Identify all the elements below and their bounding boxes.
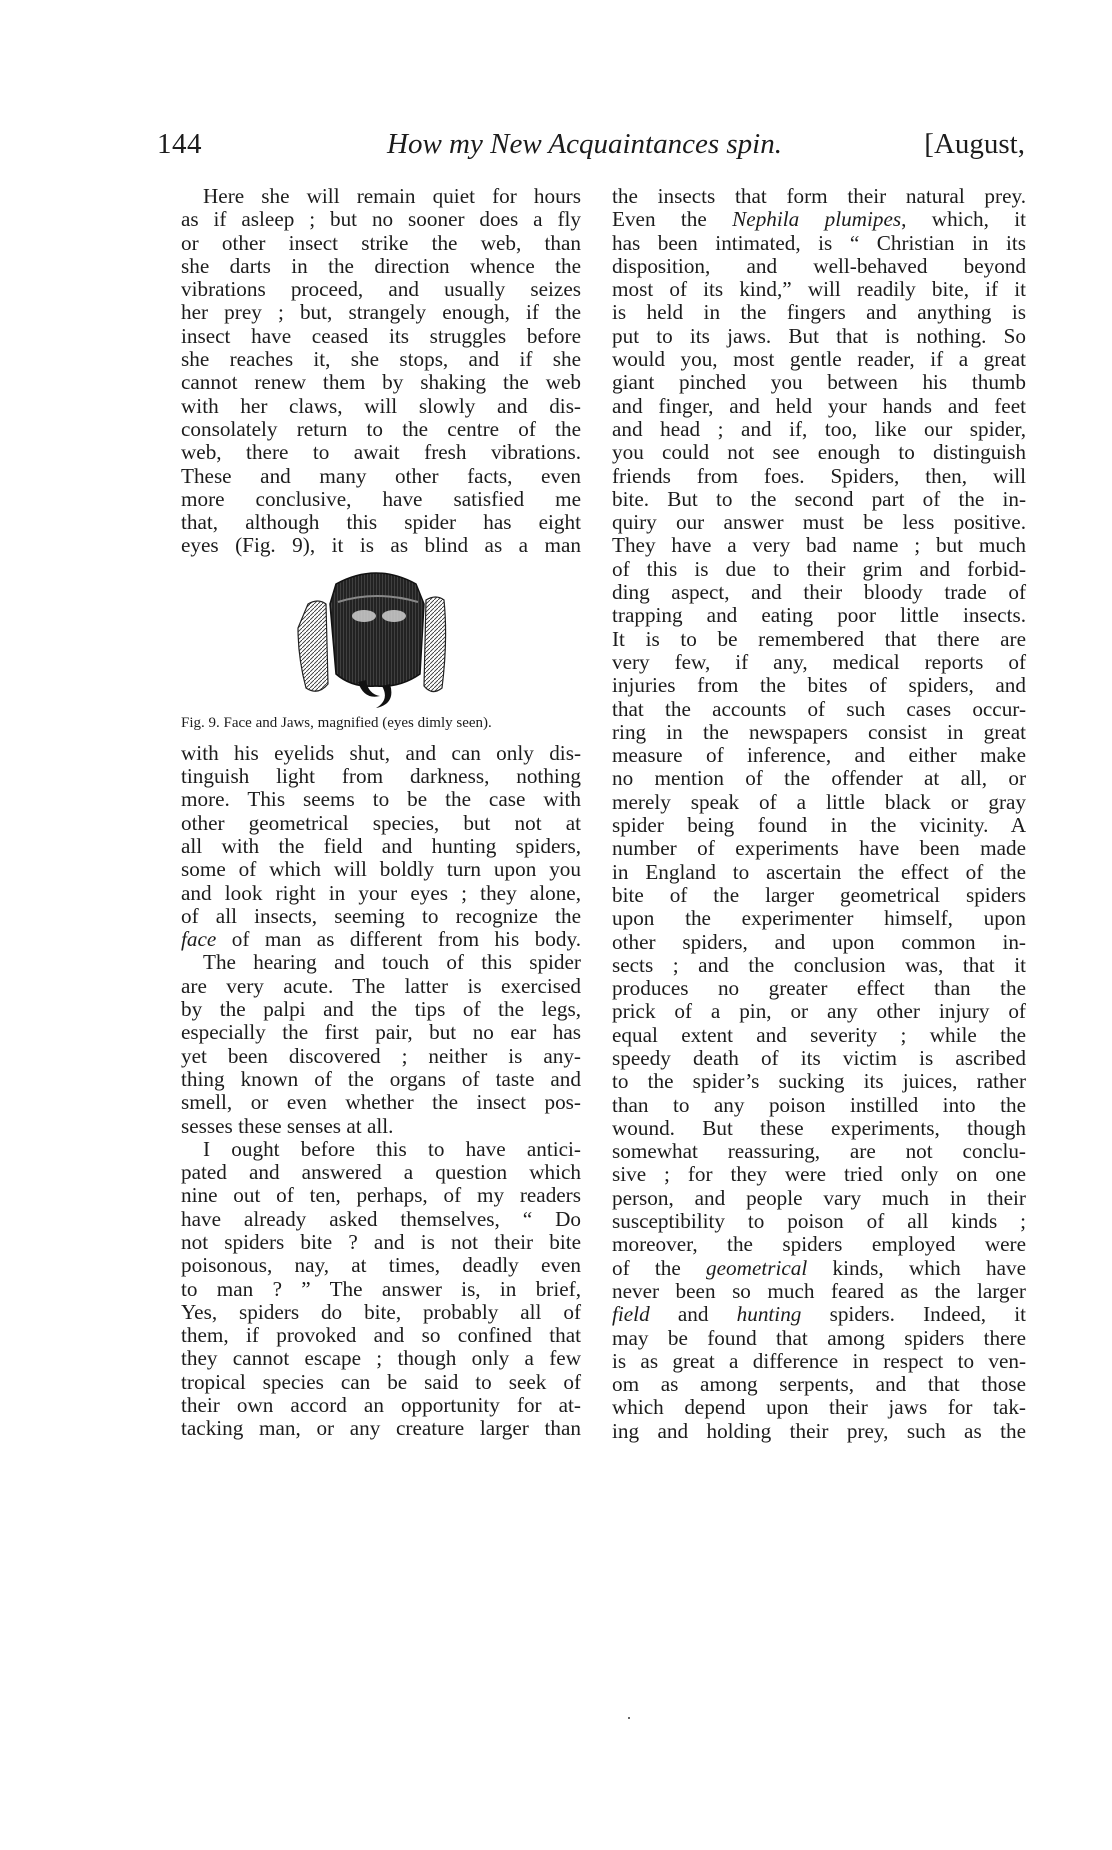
text-line: put to its jaws. But that is nothing. So <box>612 323 1026 348</box>
text-line: produces no greater effect than the <box>612 976 1026 1001</box>
text-line: of this is due to their grim and forbid- <box>612 556 1026 581</box>
text-line: is held in the fingers and anything is <box>612 300 1026 325</box>
text-line: them, if provoked and so confined that <box>181 1323 581 1348</box>
text-line: trapping and eating poor little insects. <box>612 603 1026 628</box>
paragraph-blind-spider <box>181 185 581 558</box>
text-line: no mention of the offender at all, or <box>612 766 1026 791</box>
text-line: to man ? ” The answer is, in brief, <box>181 1276 581 1301</box>
text-line: spider being found in the vicinity. A <box>612 813 1026 838</box>
text-line: and head ; and if, too, like our spider, <box>612 416 1026 441</box>
text-line: field and hunting spiders. Indeed, it <box>612 1302 1026 1327</box>
text-line: all with the field and hunting spiders, <box>181 833 581 858</box>
page-number: 144 <box>157 128 202 160</box>
text-line: person, and people vary much in their <box>612 1185 1026 1210</box>
text-line: web, there to await fresh vibrations. <box>181 440 581 465</box>
text-line: is as great a difference in respect to ven- <box>612 1348 1026 1373</box>
spider-face-icon <box>286 564 466 714</box>
text-line: of all insects, seeming to recognize the <box>181 903 581 928</box>
text-line: moreover, the spiders employed were <box>612 1232 1026 1257</box>
text-line: bite of the larger geometrical spiders <box>612 882 1026 907</box>
text-line: eyes (Fig. 9), it is as blind as a man <box>181 533 581 558</box>
text-line: They have a very bad name ; but much <box>612 533 1026 558</box>
text-line: cannot renew them by shaking the web <box>181 370 581 395</box>
text-line: These and many other facts, even <box>181 463 581 488</box>
text-line: pated and answered a question which <box>181 1160 581 1185</box>
text-line: om as among serpents, and that those <box>612 1372 1026 1397</box>
left-column <box>181 185 581 1441</box>
text-line: and finger, and held your hands and feet <box>612 393 1026 418</box>
text-line: nine out of ten, perhaps, of my readers <box>181 1183 581 1208</box>
text-line: yet been discovered ; neither is any- <box>181 1043 581 1068</box>
text-line: quiry our answer must be less positive. <box>612 510 1026 535</box>
text-line: The hearing and touch of this spider <box>203 950 581 975</box>
text-line: tropical species can be said to seek of <box>181 1369 581 1394</box>
text-line: tacking man, or any creature larger than <box>181 1416 581 1441</box>
figure-caption: Fig. 9. Face and Jaws, magnified (eyes dimly seen). <box>181 714 492 731</box>
text-line: to the spider’s sucking its juices, rather <box>612 1069 1026 1094</box>
text-line: bite. But to the second part of the in- <box>612 486 1026 511</box>
text-line: have already asked themselves, “ Do <box>181 1206 581 1231</box>
text-line: they cannot escape ; though only a few <box>181 1346 581 1371</box>
text-line: would you, most gentle reader, if a great <box>612 347 1026 372</box>
text-line: of the geometrical kinds, which have <box>612 1255 1026 1280</box>
text-line: Here she will remain quiet for hours <box>203 184 581 208</box>
text-line: measure of inference, and either make <box>612 743 1026 768</box>
italic-word: geometrical <box>706 1255 808 1280</box>
text-line: ing and holding their prey, such as the <box>612 1418 1026 1443</box>
italic-word: Nephila plumipes <box>732 207 902 232</box>
text-line: ding aspect, and their bloody trade of <box>612 580 1026 605</box>
text-line: the insects that form their natural prey. <box>612 184 1026 208</box>
italic-word: hunting <box>736 1302 802 1327</box>
text-line: speedy death of its victim is ascribed <box>612 1045 1026 1070</box>
text-line: It is to be remembered that there are <box>612 626 1026 651</box>
text-line: equal extent and severity ; while the <box>612 1022 1026 1047</box>
text-line: disposition, and well-behaved beyond <box>612 253 1026 278</box>
text-line: tinguish light from darkness, nothing <box>181 764 581 789</box>
italic-word: field <box>612 1302 650 1327</box>
text-line: and look right in your eyes ; they alone, <box>181 880 581 905</box>
paragraph-do-spiders-bite <box>181 1138 581 1441</box>
text-line: never been so much feared as the larger <box>612 1278 1026 1303</box>
text-line: friends from foes. Spiders, then, will <box>612 463 1026 488</box>
text-line: other spiders, and upon common in- <box>612 929 1026 954</box>
text-line: face of man as different from his body. <box>181 927 581 952</box>
text-line: are very acute. The latter is exercised <box>181 973 581 998</box>
text-line: merely speak of a little black or gray <box>612 789 1026 814</box>
text-line: not spiders bite ? and is not their bite <box>181 1229 581 1254</box>
text-line: ring in the newspapers consist in great <box>612 719 1026 744</box>
text-line: injuries from the bites of spiders, and <box>612 673 1026 698</box>
text-line: upon the experimenter himself, upon <box>612 906 1026 931</box>
italic-word: face <box>181 927 217 952</box>
text-line: other geometrical species, but not at <box>181 810 581 835</box>
text-line: sive ; for they were tried only on one <box>612 1162 1026 1187</box>
text-line: Even the Nephila plumipes, which, it <box>612 207 1026 232</box>
text-line: with her claws, will slowly and dis- <box>181 393 581 418</box>
text-line: especially the first pair, but no ear has <box>181 1020 581 1045</box>
text-line: most of its kind,” will readily bite, if it <box>612 277 1026 302</box>
text-line: more. This seems to be the case with <box>181 787 581 812</box>
text-line: somewhat reassuring, are not conclu- <box>612 1139 1026 1164</box>
text-line: wound. But these experiments, though <box>612 1115 1026 1140</box>
text-line: giant pinched you between his thumb <box>612 370 1026 395</box>
text-line: poisonous, nay, at times, deadly even <box>181 1253 581 1278</box>
text-line: with his eyelids shut, and can only dis- <box>181 740 581 765</box>
text-line: thing known of the organs of taste and <box>181 1066 581 1091</box>
text-line: by the palpi and the tips of the legs, <box>181 997 581 1022</box>
paragraph-hearing-touch <box>181 951 581 1137</box>
text-line: or other insect strike the web, than <box>181 230 581 255</box>
text-line: sects ; and the conclusion was, that it <box>612 952 1026 977</box>
text-line: insect have ceased its struggles before <box>181 323 581 348</box>
text-line: than to any poison instilled into the <box>612 1092 1026 1117</box>
figure-9 <box>181 564 581 740</box>
text-line: consolately return to the centre of the <box>181 416 581 441</box>
text-line: you could not see enough to distinguish <box>612 440 1026 465</box>
text-line: their own accord an opportunity for at- <box>181 1393 581 1418</box>
text-line: Yes, spiders do bite, probably all of <box>181 1299 581 1324</box>
text-line: that the accounts of such cases occur- <box>612 696 1026 721</box>
text-line: in England to ascertain the effect of the <box>612 859 1026 884</box>
text-line: may be found that among spiders there <box>612 1325 1026 1350</box>
issue-month: [August, <box>924 128 1025 160</box>
text-line: sesses these senses at all. <box>181 1113 394 1138</box>
text-line: she darts in the direction whence the <box>181 253 581 278</box>
text-line: susceptibility to poison of all kinds ; <box>612 1209 1026 1234</box>
text-line: which depend upon their jaws for tak- <box>612 1395 1026 1420</box>
text-line: vibrations proceed, and usually seizes <box>181 277 581 302</box>
text-line: I ought before this to have antici- <box>203 1136 581 1161</box>
paragraph-continued <box>612 185 1026 1443</box>
text-line: her prey ; but, strangely enough, if the <box>181 300 581 325</box>
paragraph-eyelids <box>181 742 581 952</box>
print-speck <box>628 1717 630 1719</box>
running-header <box>157 128 1027 168</box>
text-line: has been intimated, is “ Christian in its <box>612 230 1026 255</box>
text-line: she reaches it, she stops, and if she <box>181 347 581 372</box>
text-line: smell, or even whether the insect pos- <box>181 1090 581 1115</box>
running-title: How my New Acquaintances spin. <box>387 128 782 160</box>
text-line: more conclusive, have satisfied me <box>181 486 581 511</box>
text-line: prick of a pin, or any other injury of <box>612 999 1026 1024</box>
text-line: number of experiments have been made <box>612 836 1026 861</box>
text-line: very few, if any, medical reports of <box>612 649 1026 674</box>
text-line: that, although this spider has eight <box>181 510 581 535</box>
right-column <box>612 185 1026 1443</box>
text-line: as if asleep ; but no sooner does a fly <box>181 207 581 232</box>
text-line: some of which will boldly turn upon you <box>181 857 581 882</box>
